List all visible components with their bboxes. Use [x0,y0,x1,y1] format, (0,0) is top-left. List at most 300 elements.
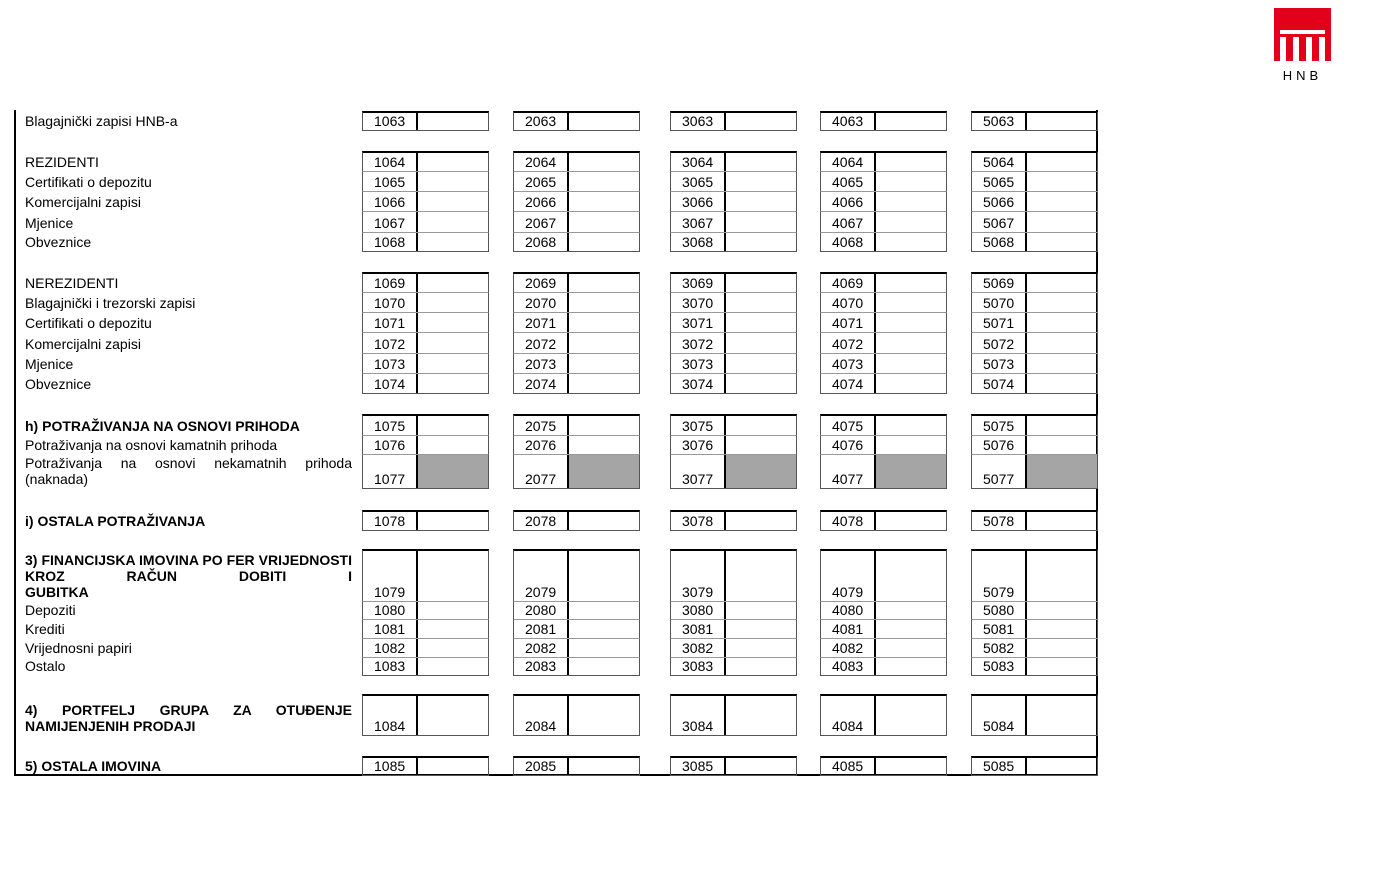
position-code: 3073 [671,354,726,373]
form-cell [670,353,797,374]
form-cell [513,111,640,131]
form-cell [362,353,489,374]
position-code: 1078 [363,512,418,530]
hnb-logo [1274,8,1331,61]
value-input[interactable] [726,212,796,232]
form-cell [513,332,640,354]
position-code: 4073 [821,354,876,373]
form-cell [513,353,640,374]
form-cell [362,211,489,233]
value-input[interactable] [876,172,946,191]
value-input[interactable] [1027,333,1097,353]
position-code: 1072 [363,333,418,353]
position-code: 2068 [514,233,569,251]
position-code: 5066 [972,192,1027,211]
position-code: 3078 [671,512,726,530]
position-code: 1084 [363,696,418,735]
position-code: 5070 [972,293,1027,312]
position-code: 3085 [671,758,726,775]
form-cell [971,373,1098,394]
form-left-border [14,110,16,776]
form-cell [513,151,640,172]
value-input[interactable] [569,658,639,675]
position-code: 4081 [821,620,876,638]
row-label-text: Obveznice [25,376,92,392]
value-input[interactable] [418,512,488,530]
value-input[interactable] [1027,313,1097,332]
form-cell [670,756,797,776]
form-cell [513,414,640,436]
form-cell [670,601,797,620]
row-label [25,513,352,529]
form-cell [971,211,1098,233]
row-label-text: Potraživanja na osnovi nekamatnih prihoda [25,455,352,471]
position-code: 1069 [363,274,418,292]
value-input[interactable] [1027,758,1097,775]
value-input[interactable] [418,354,488,373]
row-label-text: Vrijednosni papiri [25,640,132,656]
value-input[interactable] [418,436,488,454]
position-code: 5078 [972,512,1027,530]
row-label [25,437,352,453]
value-input[interactable] [1027,416,1097,435]
value-input[interactable] [726,758,796,775]
value-input[interactable] [876,153,946,171]
form-cell [670,151,797,172]
value-input[interactable] [726,233,796,251]
form-cell [362,191,489,212]
value-input[interactable] [876,416,946,435]
value-input[interactable] [418,416,488,435]
row-label-text: Komercijalni zapisi [25,194,141,210]
position-code: 4066 [821,192,876,211]
value-input[interactable] [1027,512,1097,530]
value-input[interactable] [726,639,796,657]
value-input[interactable] [726,551,796,601]
form-cell [670,232,797,252]
value-input[interactable] [726,313,796,332]
position-code: 3079 [671,551,726,601]
position-code: 4067 [821,212,876,232]
position-code: 1063 [363,113,418,130]
value-input[interactable] [418,153,488,171]
value-input[interactable] [726,658,796,675]
value-input[interactable] [876,512,946,530]
position-code: 4082 [821,639,876,657]
form-cell [820,510,947,531]
value-input[interactable] [418,333,488,353]
position-code: 4079 [821,551,876,601]
form-cell [971,694,1098,736]
form-cell [513,373,640,394]
form-cell [670,657,797,676]
form-cell [362,619,489,639]
value-input[interactable] [726,696,796,735]
position-code: 2085 [514,758,569,775]
form-cell [513,435,640,455]
form-cell [513,272,640,293]
value-input[interactable] [569,233,639,251]
value-input[interactable] [418,293,488,312]
form-cell [670,272,797,293]
row-label-text: Potraživanja na osnovi kamatnih prihoda [25,437,278,453]
form-cell [971,510,1098,531]
value-input[interactable] [418,639,488,657]
value-input[interactable] [569,172,639,191]
value-input[interactable] [1027,212,1097,232]
value-input[interactable] [1027,233,1097,251]
position-code: 3071 [671,313,726,332]
form-cell [971,638,1098,658]
position-code: 2081 [514,620,569,638]
value-input[interactable] [1027,602,1097,619]
position-code: 4063 [821,113,876,130]
disabled-value-field [1027,455,1097,488]
form-cell [362,601,489,620]
position-code: 5081 [972,620,1027,638]
position-code: 2080 [514,602,569,619]
form-cell [513,510,640,531]
value-input[interactable] [1027,639,1097,657]
position-code: 5082 [972,639,1027,657]
position-code: 4071 [821,313,876,332]
form-cell [670,694,797,736]
position-code: 1071 [363,313,418,332]
value-input[interactable] [876,313,946,332]
disabled-value-field [569,455,639,488]
position-code: 3084 [671,696,726,735]
form-cell [820,211,947,233]
value-input[interactable] [569,113,639,130]
form-cell [971,191,1098,212]
form-cell [971,756,1098,776]
value-input[interactable] [418,374,488,393]
position-code: 3074 [671,374,726,393]
form-cell [670,510,797,531]
value-input[interactable] [1027,192,1097,211]
position-code: 2065 [514,172,569,191]
position-code: 5071 [972,313,1027,332]
position-code: 2083 [514,658,569,675]
value-input[interactable] [1027,374,1097,393]
value-input[interactable] [876,293,946,312]
position-code: 2074 [514,374,569,393]
position-code: 2072 [514,333,569,353]
form-cell [820,414,947,436]
position-code: 2066 [514,192,569,211]
value-input[interactable] [569,333,639,353]
value-input[interactable] [726,436,796,454]
position-code: 2073 [514,354,569,373]
value-input[interactable] [1027,696,1097,735]
value-input[interactable] [1027,172,1097,191]
position-code: 4080 [821,602,876,619]
position-code: 2077 [514,455,569,488]
form-cell [971,454,1098,489]
form-cell [820,373,947,394]
position-code: 5065 [972,172,1027,191]
value-input[interactable] [569,696,639,735]
form-cell [820,619,947,639]
position-code: 5083 [972,658,1027,675]
value-input[interactable] [1027,274,1097,292]
value-input[interactable] [1027,658,1097,675]
value-input[interactable] [418,620,488,638]
value-input[interactable] [876,620,946,638]
position-code: 5068 [972,233,1027,251]
row-label [25,356,352,372]
position-code: 4076 [821,436,876,454]
row-label [25,174,352,190]
value-input[interactable] [876,758,946,775]
row-label-text: 3) FINANCIJSKA IMOVINA PO FER VRIJEDNOSTI KROZ RAČUN DOBITI I [25,552,352,584]
row-label [25,275,352,291]
row-label-text: NEREZIDENTI [25,275,119,291]
value-input[interactable] [569,602,639,619]
row-label-text: Certifikati o depozitu [25,174,152,190]
position-code: 1082 [363,639,418,657]
value-input[interactable] [876,333,946,353]
position-code: 1075 [363,416,418,435]
form-cell [670,191,797,212]
value-input[interactable] [876,233,946,251]
value-input[interactable] [726,192,796,211]
form-cell [820,694,947,736]
position-code: 3080 [671,602,726,619]
position-code: 5074 [972,374,1027,393]
position-code: 5072 [972,333,1027,353]
form-cell [971,111,1098,131]
value-input[interactable] [418,551,488,601]
position-code: 3082 [671,639,726,657]
position-code: 1076 [363,436,418,454]
value-input[interactable] [418,113,488,130]
value-input[interactable] [418,172,488,191]
form-cell [971,549,1098,602]
value-input[interactable] [569,153,639,171]
value-input[interactable] [569,354,639,373]
form-cell [971,353,1098,374]
position-code: 4068 [821,233,876,251]
form-cell [362,756,489,776]
form-cell [362,272,489,293]
row-label [25,758,352,774]
position-code: 1068 [363,233,418,251]
form-cell [513,312,640,333]
row-label [25,418,352,434]
position-code: 2067 [514,212,569,232]
form-cell [670,454,797,489]
position-code: 1083 [363,658,418,675]
value-input[interactable] [418,602,488,619]
position-code: 2069 [514,274,569,292]
form-cell [971,171,1098,192]
value-input[interactable] [876,696,946,735]
form-cell [513,619,640,639]
value-input[interactable] [569,274,639,292]
position-code: 3065 [671,172,726,191]
row-label-text-continued: GUBITKA [25,584,89,600]
position-code: 4078 [821,512,876,530]
form-cell [820,171,947,192]
form-cell [820,292,947,313]
position-code: 1079 [363,551,418,601]
value-input[interactable] [569,551,639,601]
value-input[interactable] [876,436,946,454]
position-code: 2082 [514,639,569,657]
form-cell [362,435,489,455]
form-cell [670,619,797,639]
form-cell [513,454,640,489]
form-cell [513,232,640,252]
position-code: 4070 [821,293,876,312]
form-cell [362,638,489,658]
value-input[interactable] [726,333,796,353]
row-label [25,154,352,170]
form-cell [971,272,1098,293]
value-input[interactable] [876,658,946,675]
position-code: 1073 [363,354,418,373]
value-input[interactable] [569,639,639,657]
value-input[interactable] [726,416,796,435]
value-input[interactable] [569,293,639,312]
value-input[interactable] [876,551,946,601]
form-cell [670,332,797,354]
form-cell [362,151,489,172]
value-input[interactable] [418,192,488,211]
value-input[interactable] [569,192,639,211]
value-input[interactable] [569,374,639,393]
form-cell [362,171,489,192]
value-input[interactable] [876,274,946,292]
value-input[interactable] [876,192,946,211]
value-input[interactable] [876,354,946,373]
form-cell [513,601,640,620]
value-input[interactable] [569,436,639,454]
position-code: 4069 [821,274,876,292]
row-label-text: Certifikati o depozitu [25,315,152,331]
position-code: 3068 [671,233,726,251]
form-cell [362,657,489,676]
form-cell [670,373,797,394]
value-input[interactable] [1027,293,1097,312]
position-code: 4064 [821,153,876,171]
value-input[interactable] [1027,436,1097,454]
value-input[interactable] [876,374,946,393]
position-code: 1066 [363,192,418,211]
value-input[interactable] [726,153,796,171]
value-input[interactable] [418,313,488,332]
value-input[interactable] [418,696,488,735]
position-code: 3069 [671,274,726,292]
value-input[interactable] [876,113,946,130]
position-code: 5076 [972,436,1027,454]
form-cell [513,171,640,192]
position-code: 1074 [363,374,418,393]
position-code: 4072 [821,333,876,353]
row-label-text: Ostalo [25,658,66,674]
value-input[interactable] [569,416,639,435]
value-input[interactable] [569,758,639,775]
position-code: 5077 [972,455,1027,488]
form-cell [362,332,489,354]
position-code: 4084 [821,696,876,735]
row-label [25,215,352,231]
value-input[interactable] [726,113,796,130]
value-input[interactable] [726,374,796,393]
value-input[interactable] [1027,551,1097,601]
position-code: 3077 [671,455,726,488]
value-input[interactable] [1027,113,1097,130]
row-label-text-continued: NAMIJENJENIH PRODAJI [25,718,196,734]
row-label [25,702,352,734]
row-label-text: Blagajnički zapisi HNB-a [25,113,178,129]
value-input[interactable] [726,172,796,191]
form-cell [971,151,1098,172]
position-code: 3072 [671,333,726,353]
position-code: 5069 [972,274,1027,292]
row-label [25,640,352,656]
row-label [25,602,352,618]
value-input[interactable] [569,313,639,332]
value-input[interactable] [876,639,946,657]
position-code: 5067 [972,212,1027,232]
value-input[interactable] [726,274,796,292]
value-input[interactable] [726,620,796,638]
value-input[interactable] [1027,620,1097,638]
value-input[interactable] [569,512,639,530]
value-input[interactable] [418,758,488,775]
row-label [25,113,352,129]
value-input[interactable] [726,602,796,619]
value-input[interactable] [876,212,946,232]
value-input[interactable] [418,212,488,232]
form-cell [971,232,1098,252]
row-label-text: Blagajnički i trezorski zapisi [25,295,196,311]
value-input[interactable] [726,354,796,373]
position-code: 5075 [972,416,1027,435]
value-input[interactable] [569,620,639,638]
form-cell [670,549,797,602]
position-code: 5084 [972,696,1027,735]
form-cell [513,638,640,658]
value-input[interactable] [569,212,639,232]
value-input[interactable] [418,274,488,292]
position-code: 1081 [363,620,418,638]
value-input[interactable] [1027,153,1097,171]
position-code: 3063 [671,113,726,130]
row-label-text-continued: (naknada) [25,471,89,487]
form-cell [820,756,947,776]
value-input[interactable] [418,233,488,251]
value-input[interactable] [1027,354,1097,373]
disabled-value-field [876,455,946,488]
value-input[interactable] [726,512,796,530]
form-cell [820,232,947,252]
position-code: 5073 [972,354,1027,373]
form-cell [971,292,1098,313]
form-cell [513,657,640,676]
value-input[interactable] [876,602,946,619]
value-input[interactable] [726,293,796,312]
row-label-text: Krediti [25,621,65,637]
form-cell [820,549,947,602]
value-input[interactable] [418,658,488,675]
form-cell [670,414,797,436]
position-code: 3076 [671,436,726,454]
row-label-text: Obveznice [25,234,92,250]
position-code: 3081 [671,620,726,638]
